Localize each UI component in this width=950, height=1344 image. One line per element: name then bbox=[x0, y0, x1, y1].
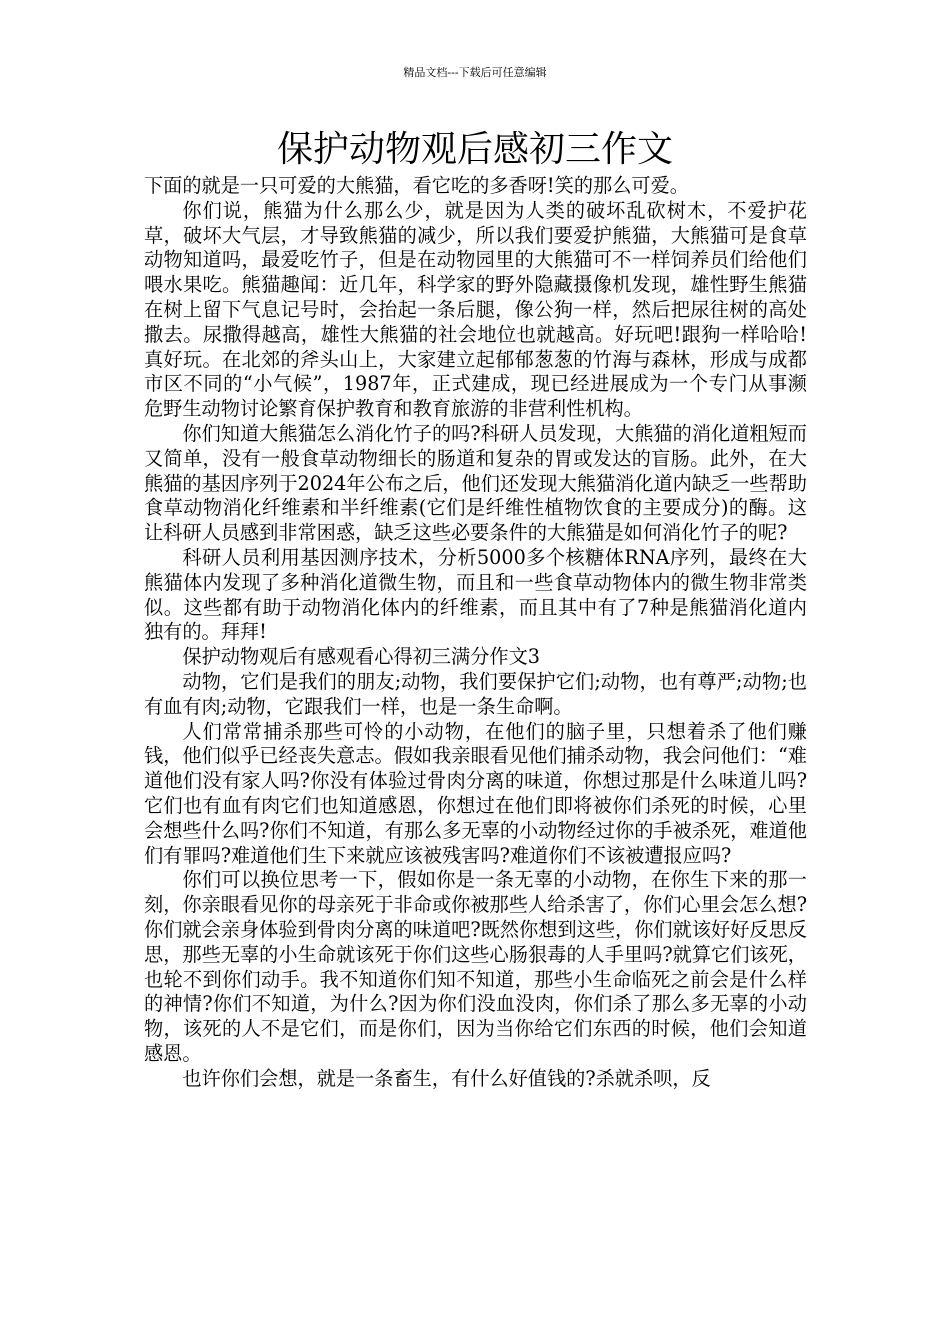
section-heading: 保护动物观后有感观看心得初三满分作文3 bbox=[182, 645, 540, 669]
paragraph: 也许你们会想，就是一条畜生，有什么好值钱的?杀就杀呗，反 bbox=[182, 1066, 711, 1090]
paragraph: 动物，它们是我们的朋友;动物，我们要保护它们;动物，也有尊严;动物;也有血有肉;动物，它跟我们一样，也是一条生命啊。 bbox=[144, 669, 807, 718]
document-body bbox=[144, 174, 807, 1091]
paragraph: 你们说，熊猫为什么那么少，就是因为人类的破坏乱砍树木，不爱护花草，破坏大气层，才导致熊猫的减少，所以我们要爱护熊猫，大熊猫可是食草动物知道吗，最爱吃竹子，但是在动物园里的大熊猫可不一样饲养员们给他们喂水果吃。熊猫趣闻：近几年，科学家的野外隐藏摄像机发现，雄性野生熊猫在树上留下气息记号时，会抬起一条后腿，像公狗一样，然后把尿往树的高处撒去。尿撒得越高，雄性大熊猫的社会地位也就越高。好玩吧!跟狗一样哈哈!真好玩。在北郊的斧头山上，大家建立起郁郁葱葱的竹海与森林，形成与成都市区不同的“小气候”，1987年，正式建成，现已经进展成为一个专门从事濒危野生动物讨论繁育保护教育和教育旅游的非营利性机构。 bbox=[144, 198, 807, 421]
paragraph: 科研人员利用基因测序技术，分析5000多个核糖体RNA序列，最终在大熊猫体内发现了多种消化道微生物，而且和一些食草动物体内的微生物非常类似。这些都有助于动物消化体内的纤维素，而且其中有了7种是熊猫消化道内独有的。拜拜! bbox=[144, 545, 807, 644]
paragraph: 你们可以换位思考一下，假如你是一条无辜的小动物，在你生下来的那一刻，你亲眼看见你的母亲死于非命或你被那些人给杀害了，你们心里会怎么想?你们就会亲身体验到骨肉分离的味道吧?既然你想到这些，你们就该好好反思反思，那些无辜的小生命就该死于你们这些心肠狠毒的人手里吗?就算它们该死，也轮不到你们动手。我不知道你们知不知道，那些小生命临死之前会是什么样的神情?你们不知道，为什么?因为你们没血没肉，你们杀了那么多无辜的小动物，该死的人不是它们，而是你们，因为当你给它们东西的时候，他们会知道感恩。 bbox=[144, 868, 807, 1065]
paragraph: 人们常常捕杀那些可怜的小动物，在他们的脑子里，只想着杀了他们赚钱，他们似乎已经丧失意志。假如我亲眼看见他们捕杀动物，我会问他们：“难道他们没有家人吗?你没有体验过骨肉分离的味道，你想过那是什么味道儿吗?它们也有血有肉它们也知道感恩，你想过在他们即将被你们杀死的时候，心里会想些什么吗?你们不知道，有那么多无辜的小动物经过你的手被杀死，难道他们有罪吗?难道他们生下来就应该被残害吗?难道你们不该被遭报应吗? bbox=[144, 719, 807, 867]
header-note: 精品文档---下载后可任意编辑 bbox=[403, 66, 547, 79]
paragraph: 你们知道大熊猫怎么消化竹子的吗?科研人员发现，大熊猫的消化道粗短而又简单，没有一般食草动物细长的肠道和复杂的胃或发达的盲肠。此外，在大熊猫的基因序列于2024年公布之后，他们还发现大熊猫消化道内缺乏一些帮助食草动物消化纤维素和半纤维素(它们是纤维性植物饮食的主要成分)的酶。这让科研人员感到非常困惑，缺乏这些必要条件的大熊猫是如何消化竹子的呢? bbox=[144, 421, 807, 545]
document-title: 保护动物观后感初三作文 bbox=[276, 129, 673, 170]
paragraph: 下面的就是一只可爱的大熊猫，看它吃的多香呀!笑的那么可爱。 bbox=[144, 174, 689, 197]
